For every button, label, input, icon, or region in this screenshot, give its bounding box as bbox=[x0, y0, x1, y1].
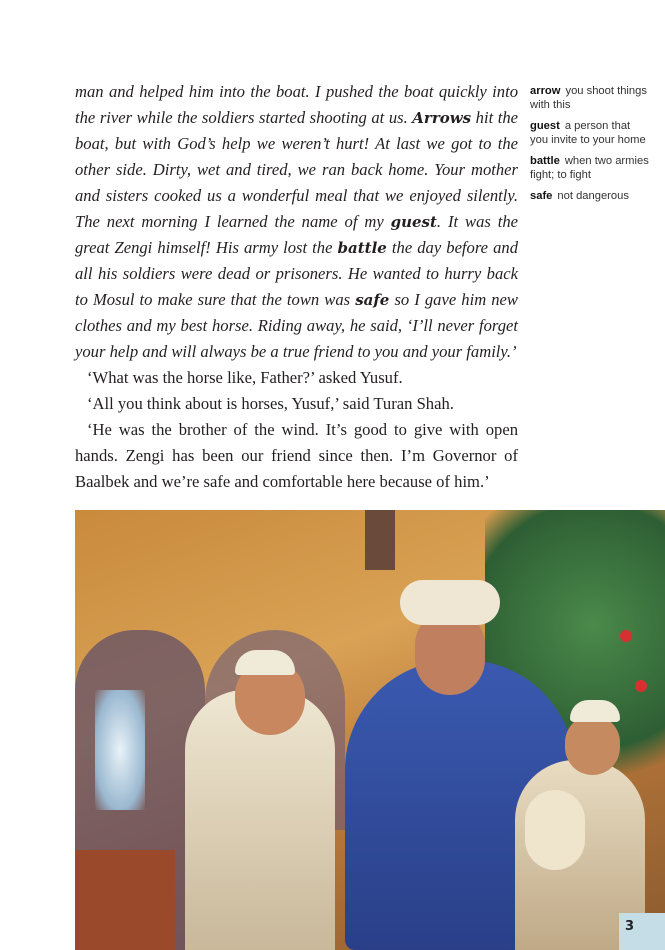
story-paragraph: ‘All you think about is horses, Yusuf,’ said Turan Shah. bbox=[87, 394, 454, 413]
glossary bbox=[530, 84, 650, 210]
page-number-text: 3 bbox=[625, 919, 635, 934]
glossary-definition: not dangerous bbox=[557, 190, 629, 202]
story-paragraph: ‘He was the brother of the wind. It’s good to give with open hands. Zengi has been our friend since then. I’m Governor of Baalbek and we’re safe and comfortable here because of him.’ bbox=[75, 420, 518, 491]
text-segment: . It was the great Zengi himself! His army lost the bbox=[75, 212, 518, 257]
text-segment: man and helped him into the boat. I pushed the boat quickly into the river while the soldiers started shooting at us. bbox=[75, 82, 518, 127]
glossary-definition: a person that you invite to your home bbox=[530, 120, 646, 146]
story-illustration bbox=[75, 510, 665, 950]
page-number bbox=[619, 913, 665, 950]
story-paragraph: ‘What was the horse like, Father?’ asked Yusuf. bbox=[87, 368, 403, 387]
keyword-guest: guest bbox=[390, 213, 437, 231]
glossary-word: safe bbox=[530, 190, 553, 202]
glossary-entry bbox=[530, 189, 650, 203]
keyword-arrows: Arrows bbox=[412, 109, 472, 127]
glossary-word: battle bbox=[530, 155, 560, 167]
text-segment: so I gave him new clothes and my best horse. Riding away, he said, ‘I’ll never forget your help and will always be a true friend to you and your family.’ bbox=[75, 290, 518, 361]
glossary-word: guest bbox=[530, 120, 560, 132]
story-paragraph bbox=[75, 79, 518, 365]
glossary-entry bbox=[530, 84, 650, 112]
glossary-definition: you shoot things with this bbox=[530, 85, 647, 111]
glossary-entry bbox=[530, 154, 650, 182]
keyword-safe: safe bbox=[355, 291, 390, 309]
glossary-entry bbox=[530, 119, 650, 147]
glossary-definition: when two armies fight; to fight bbox=[530, 155, 649, 181]
glossary-word: arrow bbox=[530, 85, 561, 97]
text-segment: hit the boat, but with God’s help we weren’t hurt! At last we got to the other side. Dirty, wet and tired, we ran back home. Your mother and sisters cooked us a wonderful meal that we enjoyed silently. The next morning I learned the name of my bbox=[75, 108, 518, 231]
keyword-battle: battle bbox=[337, 239, 387, 257]
text-segment: the day before and all his soldiers were dead or prisoners. He wanted to hurry back to Mosul to make sure that the town was bbox=[75, 238, 518, 309]
story-text bbox=[75, 79, 518, 495]
